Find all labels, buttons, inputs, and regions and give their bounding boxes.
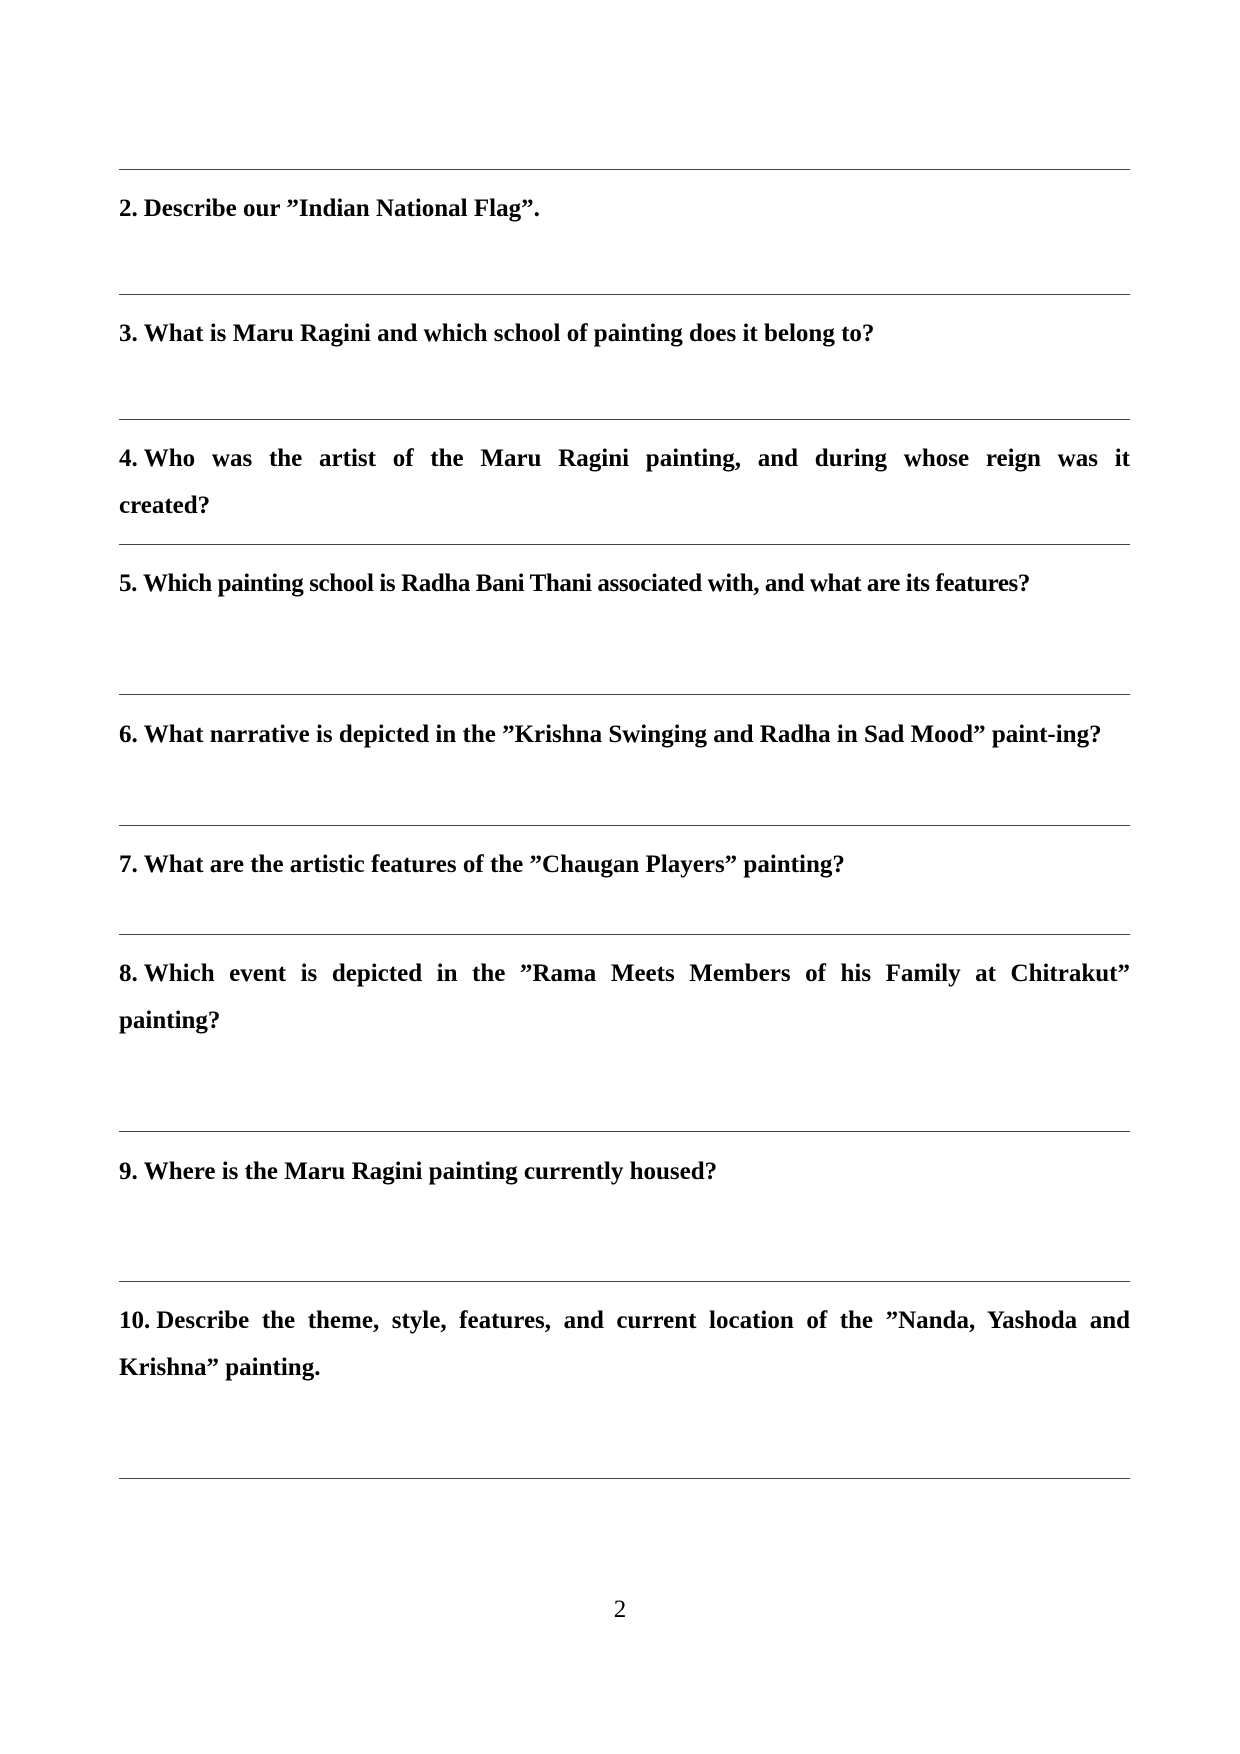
question-number: 6.	[119, 721, 138, 748]
question-number: 9.	[119, 1158, 138, 1185]
question-text: Where is the Maru Ragini painting currently housed?	[143, 1158, 718, 1185]
answer-line	[119, 419, 1130, 420]
question-4	[119, 435, 1130, 529]
question-text: Describe our ”Indian National Flag”.	[143, 195, 540, 222]
question-text: Which painting school is Radha Bani Thani associated with, and what are its features?	[142, 570, 1030, 597]
question-text: Who was the artist of the Maru Ragini painting, and during whose reign was it created?	[119, 445, 1130, 519]
question-number: 4.	[119, 445, 138, 472]
question-number: 10.	[119, 1307, 151, 1334]
question-10	[119, 1297, 1130, 1391]
question-5	[119, 560, 1130, 607]
question-number: 7.	[119, 851, 138, 878]
question-2	[119, 185, 1130, 232]
question-number: 8.	[119, 960, 138, 987]
question-9	[119, 1148, 1130, 1195]
answer-line	[119, 934, 1130, 935]
answer-line	[119, 1478, 1130, 1479]
question-number: 2.	[119, 195, 138, 222]
question-7	[119, 841, 1130, 888]
answer-line	[119, 544, 1130, 545]
answer-line	[119, 1281, 1130, 1282]
question-number: 3.	[119, 320, 138, 347]
question-3	[119, 310, 1130, 357]
answer-line	[119, 1131, 1130, 1132]
answer-line	[119, 694, 1130, 695]
question-number: 5.	[119, 570, 137, 597]
question-text: Describe the theme, style, features, and current location of the ”Nanda, Yashoda and Krishna” painting.	[119, 1307, 1130, 1381]
answer-line	[119, 169, 1130, 170]
question-text: What is Maru Ragini and which school of painting does it belong to?	[143, 320, 875, 347]
answer-line	[119, 825, 1130, 826]
answer-line	[119, 294, 1130, 295]
question-6	[119, 711, 1130, 758]
question-text: What are the artistic features of the ”Chaugan Players” painting?	[143, 851, 845, 878]
question-text: What narrative is depicted in the ”Krishna Swinging and Radha in Sad Mood” paint-ing?	[143, 721, 1102, 748]
question-8	[119, 950, 1130, 1044]
question-text: Which event is depicted in the ”Rama Meets Members of his Family at Chitrakut” painting?	[119, 960, 1130, 1034]
page-number: 2	[613, 1596, 627, 1623]
